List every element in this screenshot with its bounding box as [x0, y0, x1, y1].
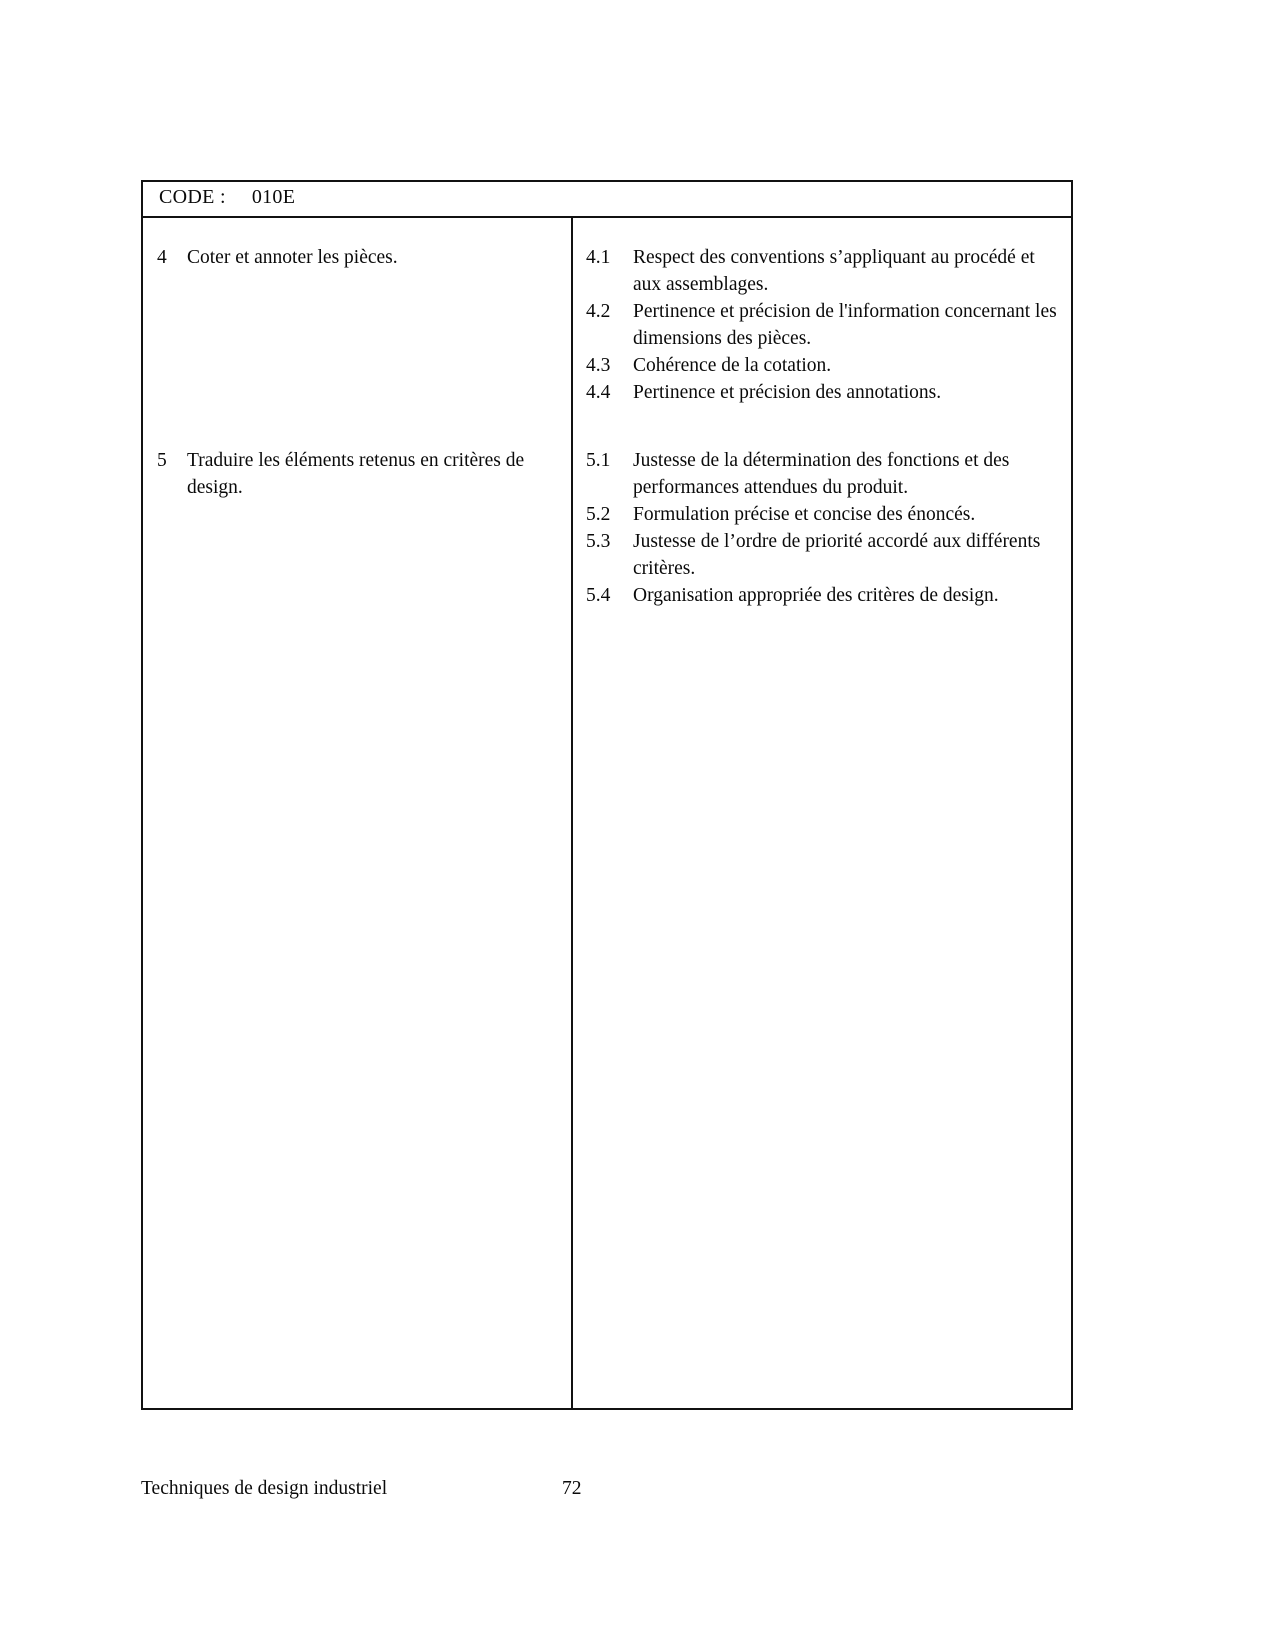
page-footer: [141, 1478, 1073, 1500]
criterion-text: Cohérence de la cotation.: [633, 355, 832, 376]
objective-text: Traduire les éléments retenus en critères de design.: [187, 450, 525, 498]
criterion-number: 4.4: [586, 382, 611, 403]
objective-cell-empty: [143, 609, 573, 1408]
criterion-number: 4.3: [586, 355, 611, 376]
criteria-cell: [573, 218, 1071, 406]
criterion-item: [586, 447, 1061, 501]
criterion-text: Justesse de la détermination des fonctions et des performances attendues du produit.: [633, 450, 1010, 498]
criterion-item: [586, 501, 1061, 528]
footer-document-title: Techniques de design industriel: [141, 1478, 388, 1499]
criterion-number: 4.2: [586, 301, 611, 322]
code-label: CODE :: [159, 186, 226, 208]
criterion-text: Formulation précise et concise des énoncés.: [633, 504, 976, 525]
objectives-criteria-table: [141, 180, 1073, 1410]
code-header-row: [143, 182, 1071, 218]
table-row: [143, 406, 1071, 609]
criterion-number: 5.4: [586, 585, 611, 606]
criterion-item: [586, 244, 1061, 298]
criterion-item: [586, 298, 1061, 352]
criterion-item: [586, 582, 1061, 609]
code-value: 010E: [251, 186, 296, 208]
criterion-text: Organisation appropriée des critères de design.: [633, 585, 999, 606]
footer-page-number: 72: [562, 1478, 582, 1499]
criterion-number: 5.1: [586, 450, 611, 471]
criteria-cell-empty: [573, 609, 1071, 1408]
criterion-text: Justesse de l’ordre de priorité accordé aux différents critères.: [633, 531, 1041, 579]
criterion-text: Pertinence et précision de l'information concernant les dimensions des pièces.: [633, 301, 1057, 349]
objective-cell: [143, 406, 573, 609]
objective-number: 5: [157, 450, 167, 471]
criterion-text: Pertinence et précision des annotations.: [633, 382, 942, 403]
objective-number: 4: [157, 247, 167, 268]
table-body: [143, 218, 1071, 1408]
criterion-item: [586, 352, 1061, 379]
objective-cell: [143, 218, 573, 406]
criterion-number: 5.3: [586, 531, 611, 552]
criterion-text: Respect des conventions s’appliquant au procédé et aux assemblages.: [633, 247, 1035, 295]
criteria-cell: [573, 406, 1071, 609]
table-row: [143, 218, 1071, 406]
objective-text: Coter et annoter les pièces.: [187, 247, 398, 268]
criterion-number: 4.1: [586, 247, 611, 268]
criterion-item: [586, 528, 1061, 582]
criterion-number: 5.2: [586, 504, 611, 525]
criterion-item: [586, 379, 1061, 406]
table-filler-row: [143, 609, 1071, 1408]
